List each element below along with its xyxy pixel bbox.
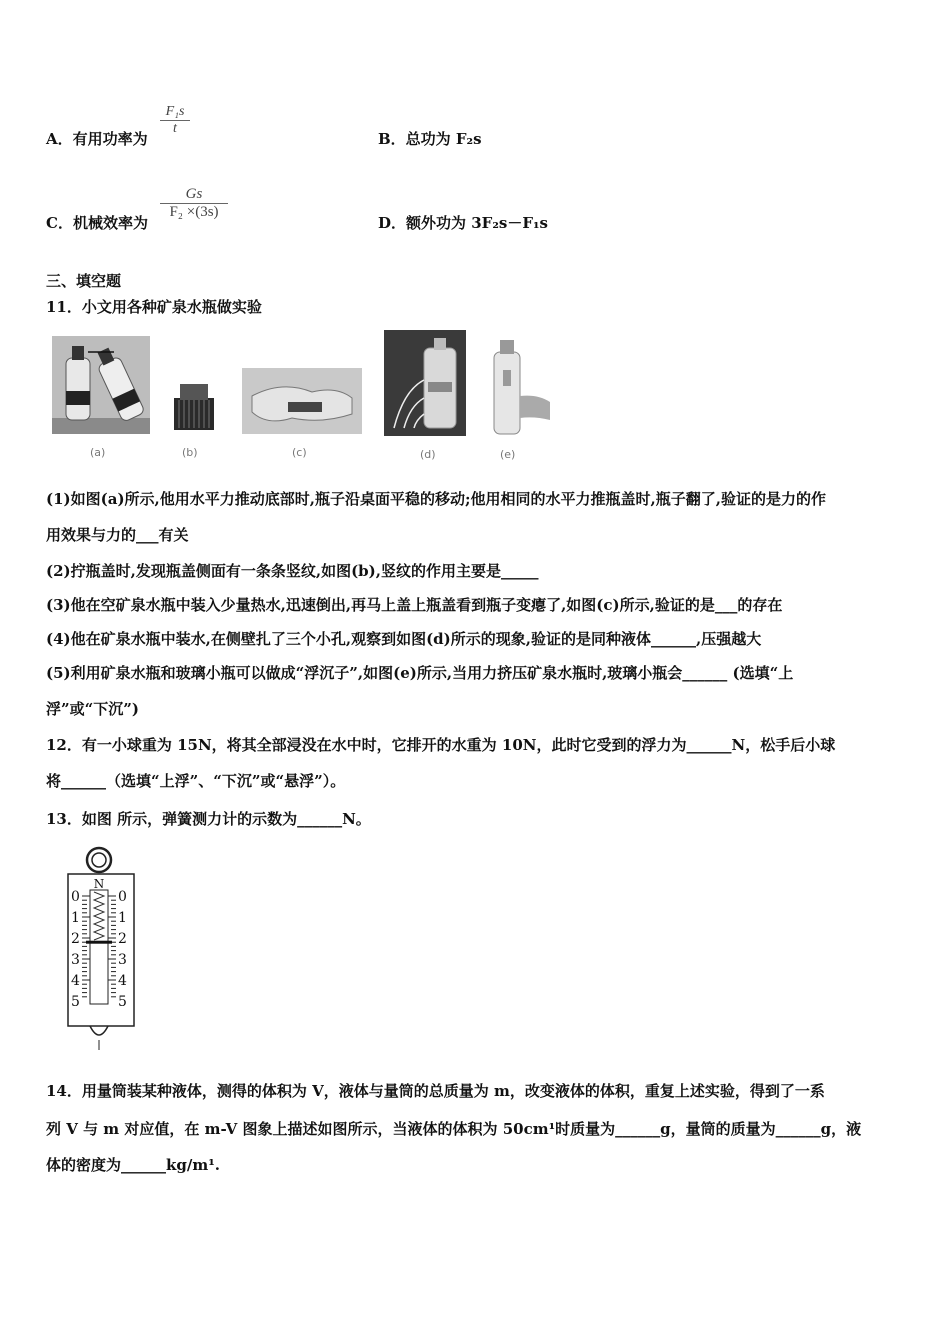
q11-part3: (3)他在空矿泉水瓶中装入少量热水,迅速倒出,再马上盖上瓶盖看到瓶子变瘪了,如图(c)所示,验证的是___的存在: [46, 596, 783, 614]
q14-line2: 列 V 与 m 对应值，在 m-V 图象上描述如图所示，当液体的体积为 50cm¹时质量为______g，量筒的质量为______g，液: [46, 1120, 862, 1138]
option-a-numerator: F₁s: [160, 104, 190, 121]
q14-line3: 体的密度为______kg/m¹.: [46, 1156, 221, 1174]
leaking-bottle-photo-d: [384, 330, 466, 436]
q11-part2: (2)拧瓶盖时,发现瓶盖侧面有一条条竖纹,如图(b),竖纹的作用主要是_____: [46, 562, 539, 580]
scale-tick-label-l-3: 3: [71, 952, 80, 968]
scale-tick-label-l-1: 1: [71, 910, 80, 926]
option-c-fraction: [160, 186, 228, 221]
scale-tick-label-l-0: 0: [71, 889, 80, 905]
option-a-fraction: [160, 104, 190, 137]
bottles-photo-a: [52, 336, 150, 434]
caption-b: (b): [182, 446, 198, 459]
caption-c: (c): [292, 446, 307, 459]
q11-part4: (4)他在矿泉水瓶中装水,在侧壁扎了三个小孔,观察到如图(d)所示的现象,验证的是同种液体______,压强越大: [46, 630, 762, 648]
crushed-bottle-photo-c: [242, 368, 362, 434]
scale-tick-label-r-0: 0: [118, 889, 127, 905]
q12-line1: 12．有一小球重为 15N，将其全部浸没在水中时，它排开的水重为 10N，此时它受到的浮力为______N，松手后小球: [46, 736, 836, 754]
q12-line2: 将______（选填“上浮”、“下沉”或“悬浮”）。: [46, 772, 346, 790]
section-title: 三、填空题: [46, 272, 122, 290]
scale-tick-label-r-5: 5: [118, 994, 127, 1010]
q11-part5-line2: 浮”或“下沉”): [46, 700, 139, 718]
q11-part1-line2: 用效果与力的___有关: [46, 526, 189, 544]
scale-tick-label-r-3: 3: [118, 952, 127, 968]
scale-unit-label: N: [93, 877, 105, 891]
scale-tick-label-r-2: 2: [118, 931, 127, 947]
q13-text: 13．如图 所示，弹簧测力计的示数为______N。: [46, 810, 371, 828]
option-a-label: A．有用功率为: [46, 130, 148, 148]
q11-part5-line1: (5)利用矿泉水瓶和玻璃小瓶可以做成“浮沉子”,如图(e)所示,当用力挤压矿泉水瓶时,玻璃小瓶会______ (选填“上: [46, 664, 794, 682]
caption-a: (a): [90, 446, 106, 459]
option-c-label: C．机械效率为: [46, 214, 148, 232]
scale-pointer: [86, 941, 112, 944]
cartesian-diver-photo-e: [486, 336, 552, 436]
option-a-denominator: t: [173, 121, 177, 136]
caption-d: (d): [420, 448, 436, 461]
scale-ticks: [71, 889, 127, 1010]
q11-title: 11．小文用各种矿泉水瓶做实验: [46, 298, 262, 316]
option-b-label: B．总功为 F₂s: [378, 130, 482, 148]
option-d-label: D．额外功为 3F₂s－F₁s: [378, 214, 548, 232]
option-c-denominator: F₂ ×(3s): [169, 204, 219, 220]
scale-tick-label-l-4: 4: [71, 973, 80, 989]
spring-scale-figure: [58, 844, 148, 1052]
option-c-numerator: Gs: [160, 186, 228, 204]
scale-tick-label-l-2: 2: [71, 931, 80, 947]
scale-tick-label-l-5: 5: [71, 994, 80, 1010]
scale-tick-label-r-4: 4: [118, 973, 127, 989]
caption-e: (e): [500, 448, 516, 461]
scale-tick-label-r-1: 1: [118, 910, 127, 926]
bottle-cap-photo-b: [172, 380, 216, 432]
q14-line1: 14．用量筒装某种液体，测得的体积为 V，液体与量筒的总质量为 m，改变液体的体积，重复上述实验，得到了一系: [46, 1082, 825, 1100]
q11-part1-line1: (1)如图(a)所示,他用水平力推动底部时,瓶子沿桌面平稳的移动;他用相同的水平力推瓶盖时,瓶子翻了,验证的是力的作: [46, 490, 826, 508]
